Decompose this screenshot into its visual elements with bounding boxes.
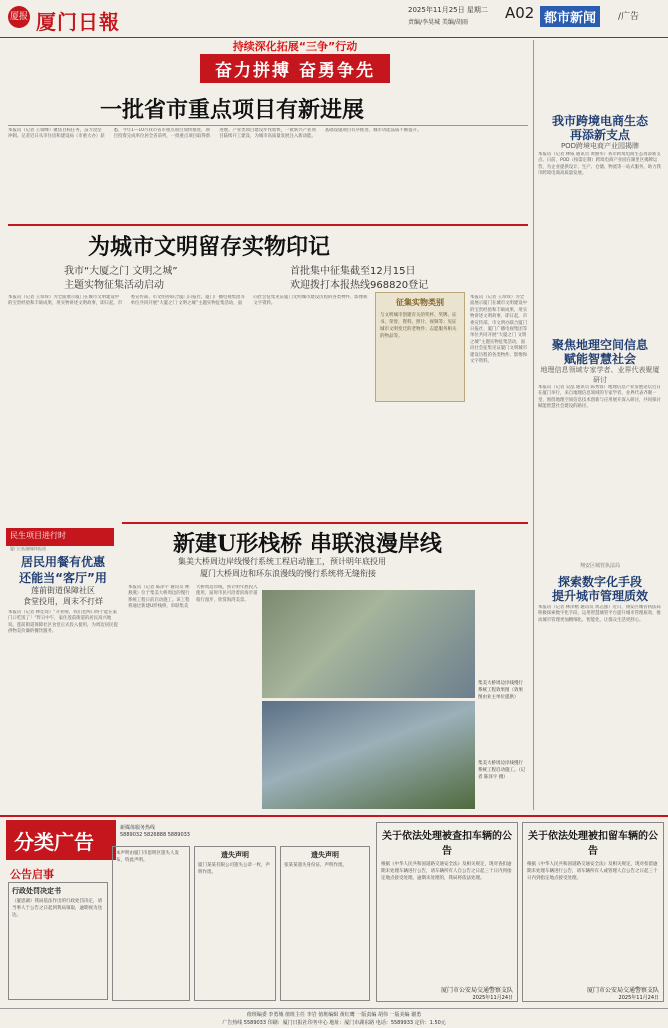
item-body: 张某某遗失身份证，声明作废。 [284, 863, 347, 868]
tag-text: 民生项目进行时 [10, 531, 66, 540]
item-body: 厦门某某有限公司遗失公章一枚，声明作废。 [198, 863, 270, 875]
lead-body: 本报讯（记者 王瑞峰）聚焦目标任务，奋力攻坚冲刺。记者近日从市住房和建设局（市重大办）获悉，今年1—10月我市省市重点项目加快推进，项目投资完成率位居全省前列，一批重点项目取得新进展。产业类项目建设步伐加快，一批新兴产业项目陆续开工建设，为城市高质量发展注入新动能。基础设施项目有序推进，城市功能品质不断提升。 [8, 128, 422, 140]
newspaper-title: 厦门日報 [36, 10, 120, 34]
hotline-numbers: 5889032 5826888 5889033 [120, 832, 190, 838]
footer-line-1: 值班编委 李勇城 值班主任 李岩 值班编辑 黄红鹰 一版责编 胡伟 一版美编 谢勇 [246, 1012, 422, 1018]
banner-top-line: 持续深化拓展“三争”行动 [232, 40, 358, 53]
right-story3-tag: 翔安区城管执法局 [579, 563, 620, 569]
right-story2-title-1: 聚焦地理空间信息 [551, 338, 648, 352]
hotline-label: 新媒体服务热线 [120, 825, 156, 831]
caption-2: 集美大桥周边岸线慢行系统工程启动施工。（记者 陈泽宇 摄） [478, 761, 526, 780]
page-number: A02 [505, 4, 535, 22]
bridge-body: 本报讯（记者 陈泽宇 通讯员 林燕燕）位于集美大桥周边的慢行系统工程日前启动施工。该工程将通过新建U形栈桥，串联集美大桥周边岸线，预计明年底投入使用，届时市民可沿着滨海步道骑行漫步，欣赏海湾美景。 [128, 585, 258, 610]
caption-1: 集美大桥周边岸线慢行系统工程效果图（效果图由业主单位提供） [478, 681, 523, 700]
item-title: 遗失声明 [221, 851, 249, 859]
right-story2-body: 本报讯（记者 吴泓 通讯员 陈秀蓉）地理信息产业发展论坛近日在厦门举行，来自地理信息领域的专家学者、业界代表齐聚一堂，围绕地理空间信息技术创新与应用展开深入研讨，共同探讨赋能智慧社会建设的路径。 [538, 385, 661, 410]
item-title: 行政处罚决定书 [12, 887, 61, 895]
callout-title: 征集实物类别 [396, 298, 444, 307]
culture-subhead-right-2: 欢迎拨打本报热线968820登记 [290, 280, 429, 291]
divider [8, 125, 528, 126]
page-footer [0, 1008, 668, 1028]
classified-item [112, 846, 190, 1001]
notice-sign: 厦门市公安局交通警察支队 [440, 987, 513, 994]
culture-body: 本报讯（记者 王珍珍）为全面展示厦门在城市文明建设中的宝贵经验和丰硕成果，用实物讲述文明故事，即日起，市委宣传部、市文明办联合厦门日报社、厦门广播电视集团等单位共同开展“大厦之门 文明之城”主题实物征集活动，面向社会征集见证厦门文明城市建设历程的各类物件、影像和文字资料。 [8, 295, 368, 307]
collection-categories-box [375, 292, 465, 402]
sidebar-sub-1: 莲前街道保障社区 [31, 586, 95, 595]
sidebar-sub-2: 食堂投用，周末不打烊 [23, 597, 103, 606]
notice-date: 2025年11月24日 [618, 995, 659, 1001]
divider [0, 815, 668, 817]
sidebar-headline-1: 居民用餐有优惠 [20, 555, 105, 569]
issue-date: 2025年11月25日 星期二 [408, 6, 488, 14]
campaign-banner [200, 38, 390, 81]
bridge-headline: 新建U形栈桥 串联浪漫岸线 [173, 531, 442, 557]
notice-label: 公告启事 [10, 868, 54, 881]
right-story1-sub: POD跨境电商产业园揭牌 [560, 142, 640, 150]
right-story2-sub: 地理信息领域专家学者、业界代表聚厦研讨 [540, 366, 660, 384]
right-story1-title-2: 再添新支点 [569, 128, 630, 142]
right-story3-title-1: 探索数字化手段 [557, 575, 642, 589]
callout-body: 与文明城市创建有关的奖杯、奖牌、证书、荣誉、资料、照片、视频等；见证城市文明变迁的老物件；志愿服务相关的物品等。 [380, 313, 457, 339]
sidebar-headline-2: 还能当“客厅”用 [19, 571, 107, 585]
vehicle-notice-2 [522, 822, 664, 1002]
item-body: 本声明由厦门市思明区遗失人发布，特此声明。 [116, 851, 179, 863]
tag-sub: 厦门日报融媒体报道 [10, 546, 46, 551]
masthead [0, 0, 668, 38]
culture-subhead-left-2: 主题实物征集活动启动 [64, 280, 164, 291]
page-editors: 责编/李昊城 美编/胡雨 [408, 19, 468, 26]
divider [122, 522, 528, 524]
notice-title: 关于依法处理被扣留车辆的公告 [528, 831, 658, 857]
culture-headline: 为城市文明留存实物印记 [88, 234, 331, 260]
culture-subhead-left-1: 我市“大厦之门 文明之城” [64, 266, 178, 277]
footer-line-2: 广告热线 5589033 印刷：厦门日报社印务中心 地址：厦门市湖东路 电话：5589933 定价：1.50元 [222, 1020, 446, 1026]
notice-date: 2025年11月24日 [472, 995, 513, 1001]
classified-item [8, 882, 108, 1000]
notice-body: 根据《中华人民共和国道路交通安全法》及相关规定，现对查扣逾期未处理车辆进行公告，请车辆所有人自公告之日起三十日内到指定地点接受处理。逾期未处理的，我局将依法处理。 [381, 862, 512, 881]
vehicle-notice-1 [376, 822, 518, 1002]
lead-headline: 一批省市重点项目有新进展 [100, 97, 365, 123]
culture-subhead-right-1: 首批集中征集截至12月15日 [290, 266, 416, 277]
section-subname: /广告 [618, 12, 640, 22]
notice-sign: 厦门市公安局交通警察支队 [586, 987, 659, 994]
item-body: （厦思湖）我局依法作出的行政处罚决定，请当事人于公告之日起到我局领取，逾期视为送达。 [12, 899, 102, 918]
bridge-sub-2: 厦门大桥周边和环东浪漫线的慢行系统将无缝衔接 [200, 569, 376, 578]
classified-item [280, 846, 370, 1001]
sidebar-body: 本报讯（记者 林佳琦）“开业啦，我们老两口终于能在家门口吃饭了！”昨日中午，家住莲前街道的居民高兴地说。莲前街道保障社区食堂正式投入使用，为周边居民提供物美价廉的餐饮服务。 [8, 610, 118, 635]
column-divider [533, 40, 534, 810]
banner-main-line: 奋力拼搏 奋勇争先 [200, 54, 390, 83]
right-story2-title-2: 赋能智慧社会 [563, 352, 636, 366]
bridge-rendering-image [262, 590, 475, 698]
classified-header: 分类广告 [6, 820, 116, 860]
classified-item [194, 846, 276, 1001]
bridge-construction-image [262, 701, 475, 809]
bridge-sub-1: 集美大桥周边岸线慢行系统工程启动施工，预计明年底投用 [178, 557, 386, 566]
right-story1-body: 本报讯（记者 林威 通讯员 黄丽华）我市跨境电商生态再添新支点。日前，POD（按需定制）跨境电商产业园在湖里区揭牌运营，为企业提供设计、生产、仓储、物流等一站式服务，助力我市跨境电商高质量发展。 [538, 152, 661, 177]
culture-body-cont: 本报讯（记者 王珍珍）为全面展示厦门在城市文明建设中的宝贵经验和丰硕成果，用实物讲述文明故事，即日起，市委宣传部、市文明办联合厦门日报社、厦门广播电视集团等单位共同开展“大厦之门 文明之城”主题实物征集活动，面向社会征集见证厦门文明城市建设历程的各类物件、影像和文字资料。 [470, 295, 528, 365]
section-tag [6, 528, 114, 546]
notice-title: 关于依法处理被查扣车辆的公告 [382, 831, 512, 857]
right-story3-body: 本报讯（记者 林泽楷 通讯员 黄志强）近日，翔安区城管执法局积极探索数字化手段，运用智慧城管平台提升城市管理质效，推动城市管理更加精细化、智能化，让群众生活更舒心。 [538, 605, 661, 623]
right-story1-title-1: 我市跨境电商生态 [551, 114, 648, 128]
section-name: 都市新闻 [540, 6, 600, 27]
right-story3-title-2: 提升城市管理质效 [551, 589, 648, 603]
divider [8, 224, 528, 226]
newspaper-logo-icon: 厦报 [8, 6, 30, 28]
notice-body: 根据《中华人民共和国道路交通安全法》及相关规定，现对扣留逾期未处理车辆进行公告，请车辆所有人或管理人自公告之日起三十日内到指定地点接受处理。 [527, 862, 658, 881]
item-title: 遗失声明 [311, 851, 339, 859]
